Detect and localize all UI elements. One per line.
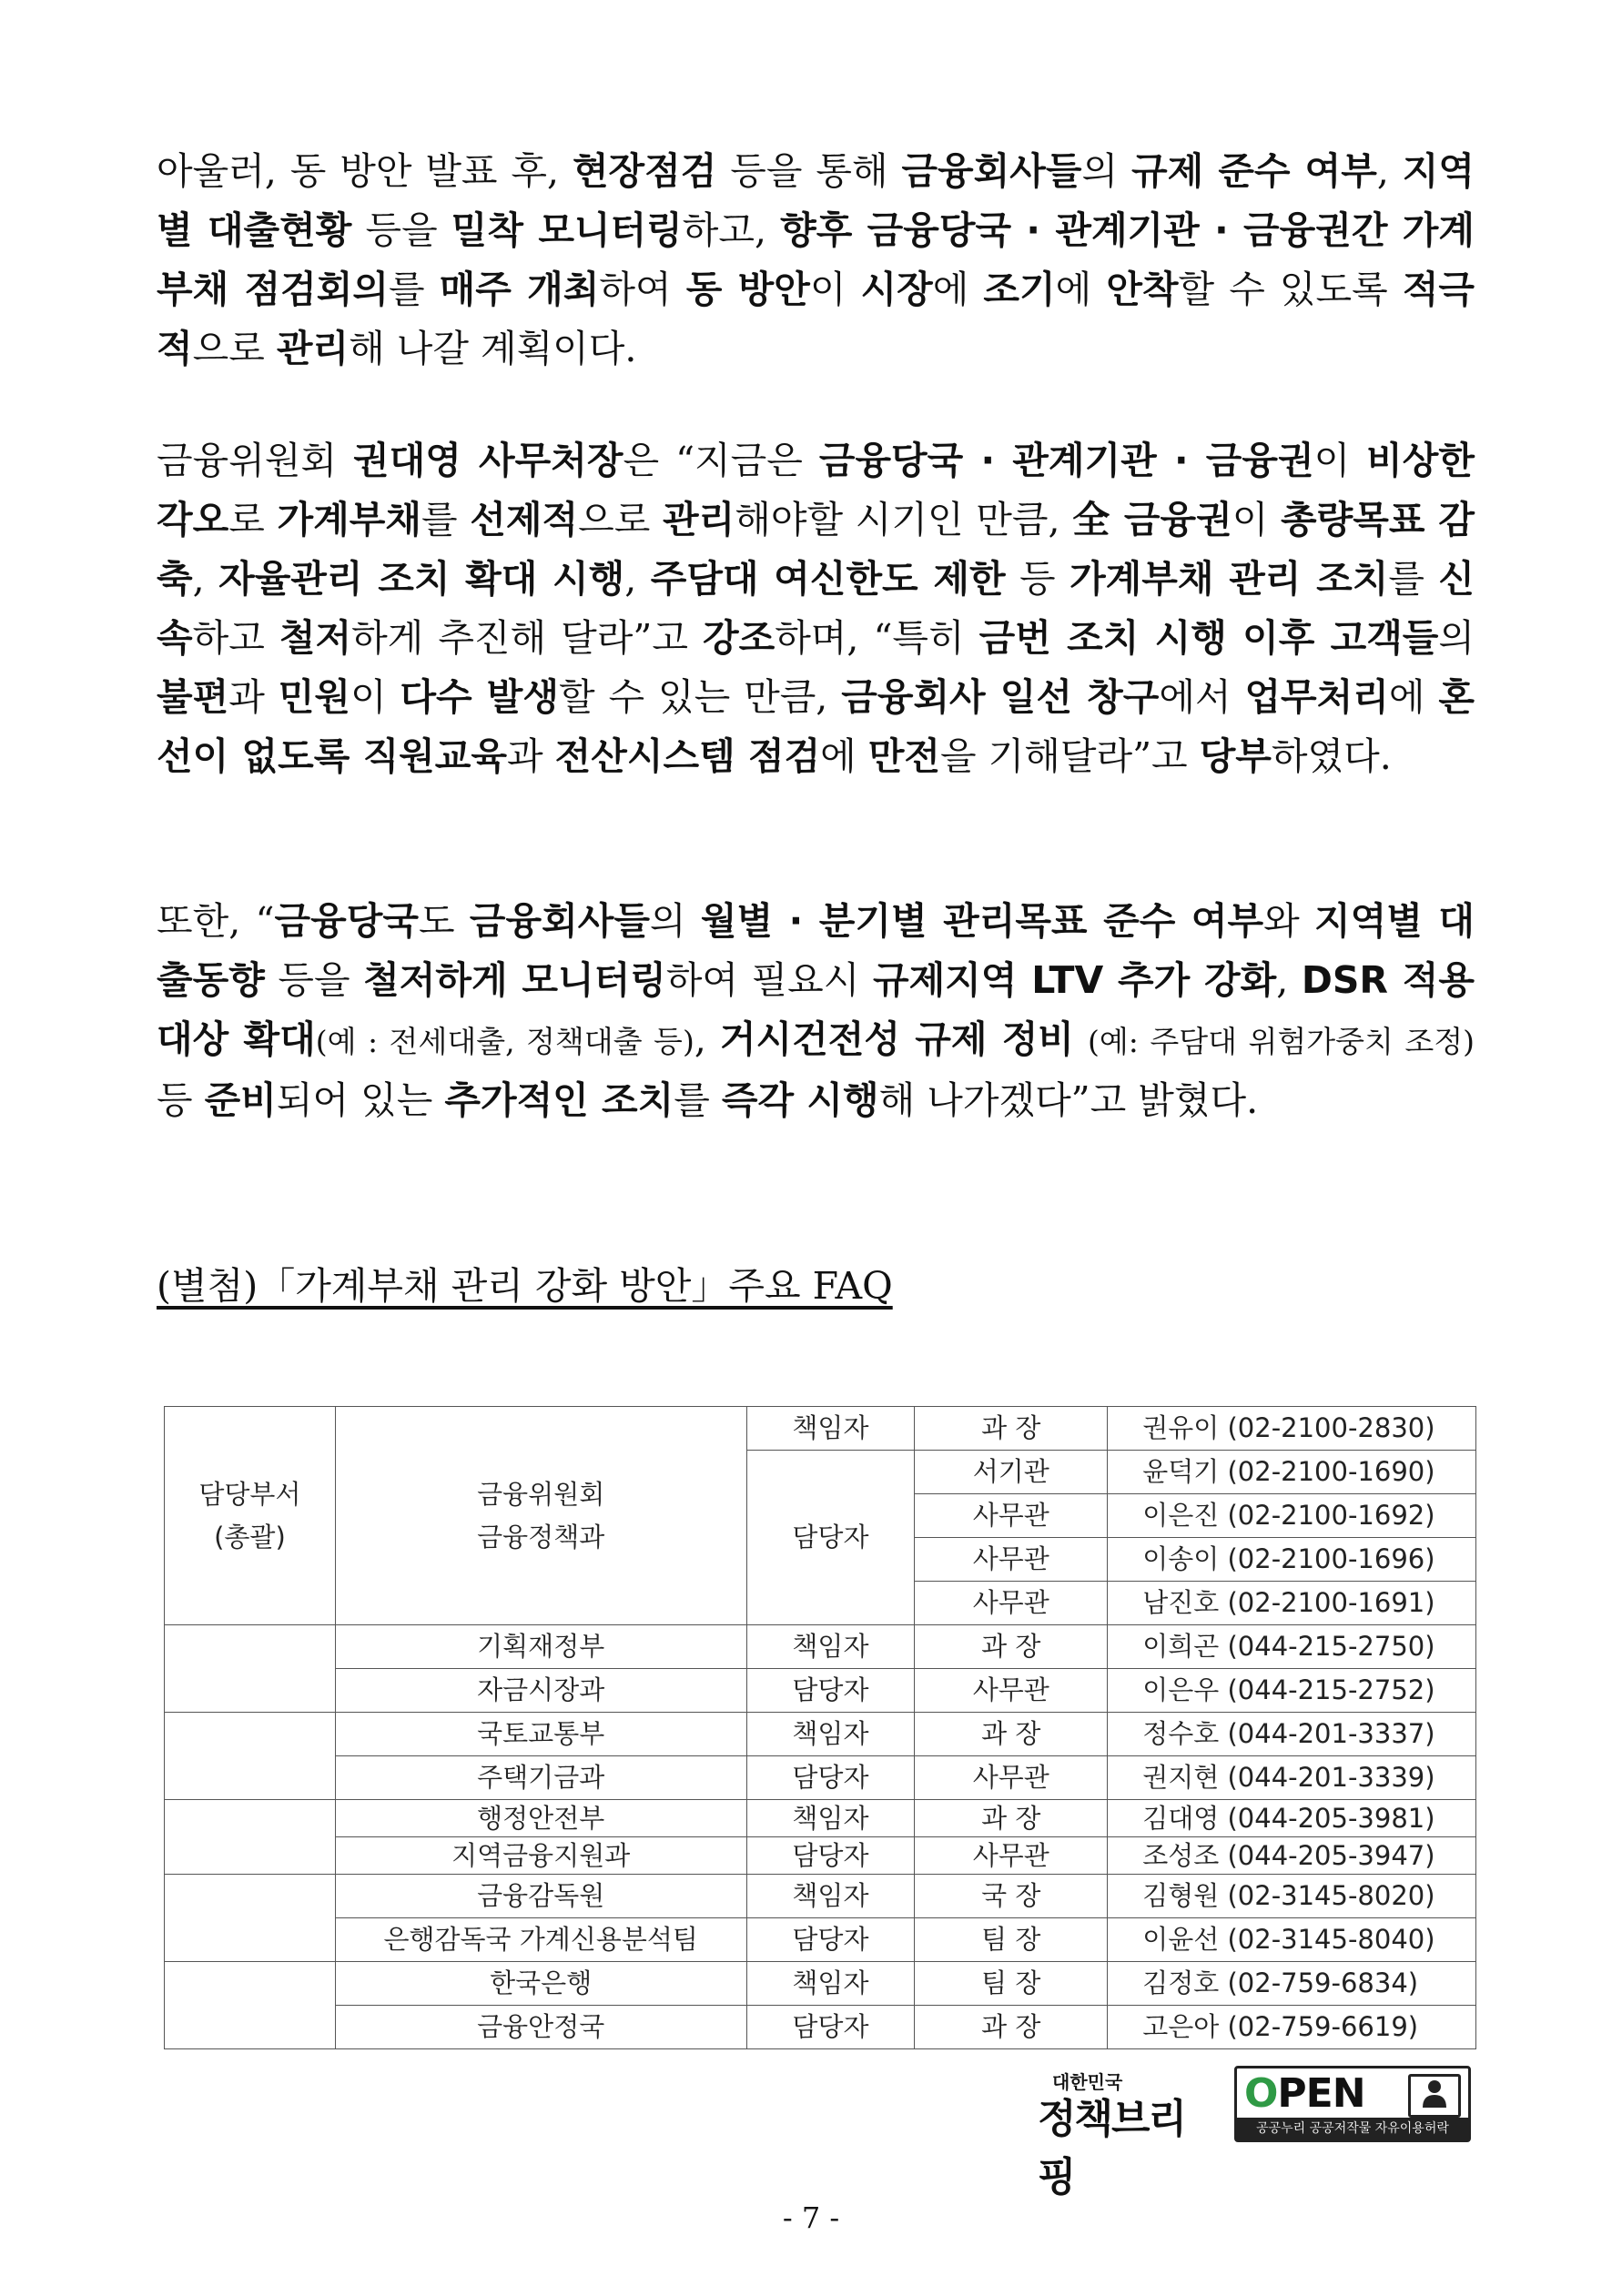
dept-name: 지역금융지원과 xyxy=(335,1837,746,1875)
text-run: 해야할 시기인 만큼, xyxy=(735,498,1073,541)
org-name: 국토교통부 xyxy=(335,1713,746,1756)
title-cell: 과 장 xyxy=(915,1800,1108,1837)
bold-phrase: 선제적 xyxy=(470,498,579,541)
contact-cell: 김대영 (044-205-3981) xyxy=(1108,1800,1476,1837)
paragraph-monitoring xyxy=(157,142,1475,379)
bold-phrase: 권대영 사무처장 xyxy=(353,439,623,482)
role-cell: 담당자 xyxy=(746,2006,915,2049)
contact-cell: 김정호 (02-759-6834) xyxy=(1108,1962,1476,2006)
role-cell: 책임자 xyxy=(746,1800,915,1837)
text-run: 이 xyxy=(350,675,400,719)
dept-name: 금융안정국 xyxy=(335,2006,746,2049)
text-run: , xyxy=(192,557,219,601)
bold-phrase: 관리 xyxy=(663,498,735,541)
contact-cell: 이희곤 (044-215-2750) xyxy=(1108,1625,1476,1669)
role-cell: 책임자 xyxy=(746,1875,915,1918)
text-run: 하였다. xyxy=(1271,734,1392,778)
role-cell: 담당자 xyxy=(746,1918,915,1962)
contact-cell: 이윤선 (02-3145-8040) xyxy=(1108,1918,1476,1962)
role-cell: 담당자 xyxy=(746,1756,915,1800)
title-cell: 사무관 xyxy=(915,1538,1108,1582)
role-cell: 담당자 xyxy=(746,1837,915,1875)
text-run: 아울러, 동 방안 발표 후, xyxy=(157,149,573,193)
text-run: 에 xyxy=(932,268,984,311)
bold-phrase: 향후 금융당국 · 관계기관 · 금융권간 가계부채 점검회의 xyxy=(157,208,1475,311)
text-run: 이 xyxy=(1232,498,1282,541)
contact-cell: 윤덕기 (02-2100-1690) xyxy=(1108,1451,1476,1494)
open-logo-text xyxy=(1244,2070,1365,2117)
empty-cell xyxy=(165,1800,336,1875)
bold-phrase: 다수 발생 xyxy=(400,675,559,719)
text-run: 금융위원회 xyxy=(157,439,354,482)
paragraph-additional-measures xyxy=(157,892,1475,1130)
bold-phrase: 매주 개최 xyxy=(439,268,600,311)
text-run: 의 xyxy=(1081,149,1131,193)
bold-phrase: 지역별 대출현황 xyxy=(157,149,1475,252)
briefing-logo-text: 정책브리핑 xyxy=(1038,2096,1186,2200)
briefing-logo-small: 대한민국 xyxy=(1052,2071,1123,2093)
bold-phrase: 조기 xyxy=(983,268,1056,311)
role-cell: 담당자 xyxy=(746,1669,915,1713)
dept-name: 주택기금과 xyxy=(335,1756,746,1800)
title-cell: 사무관 xyxy=(915,1669,1108,1713)
bold-phrase: 불편 xyxy=(157,675,229,719)
dept-name: 자금시장과 xyxy=(335,1669,746,1713)
text-run: 와 xyxy=(1263,899,1315,943)
text-run: 으로 xyxy=(192,327,277,370)
contact-cell: 고은아 (02-759-6619) xyxy=(1108,2006,1476,2049)
text-run: 해 나가겠다”고 밝혔다. xyxy=(878,1078,1259,1122)
empty-cell xyxy=(165,1625,336,1713)
title-cell: 과 장 xyxy=(915,1713,1108,1756)
bold-phrase: 금융회사들 xyxy=(469,899,650,943)
bold-phrase: 금융당국 xyxy=(274,899,419,943)
text-run: , xyxy=(1276,958,1302,1002)
role-cell: 책임자 xyxy=(746,1713,915,1756)
empty-cell xyxy=(165,1713,336,1800)
bold-phrase: 주담대 여신한도 제한 xyxy=(650,557,1006,601)
title-cell: 과 장 xyxy=(915,1407,1108,1451)
bold-phrase: 현장점검 xyxy=(572,149,717,193)
kogl-open-logo xyxy=(1234,2066,1471,2142)
contact-cell: 이은진 (02-2100-1692) xyxy=(1108,1494,1476,1538)
bold-phrase: 추가적인 조치 xyxy=(444,1078,674,1122)
bold-phrase: 혼선이 없도록 직원교육 xyxy=(157,675,1475,778)
role-cell: 책임자 xyxy=(746,1962,915,2006)
dept-name: 금융정책과 xyxy=(477,1521,605,1553)
contact-cell: 이송이 (02-2100-1696) xyxy=(1108,1538,1476,1582)
title-cell: 사무관 xyxy=(915,1494,1108,1538)
bold-phrase: 월별 · 분기별 관리목표 준수 여부 xyxy=(700,899,1264,943)
footer-logos xyxy=(1038,2064,1475,2200)
text-run: 또한, “ xyxy=(157,899,275,943)
bold-phrase: 지역별 대출동향 xyxy=(157,899,1475,1002)
contact-cell: 정수호 (044-201-3337) xyxy=(1108,1713,1476,1756)
open-logo-bar xyxy=(1237,2118,1468,2139)
person-icon xyxy=(1411,2077,1458,2115)
open-logo-pen: PEN xyxy=(1277,2070,1365,2117)
bold-phrase: 밀착 모니터링 xyxy=(451,208,683,252)
text-run: , xyxy=(694,1017,720,1061)
bold-phrase: 총량목표 감축 xyxy=(157,498,1475,601)
contact-cell: 김형원 (02-3145-8020) xyxy=(1108,1875,1476,1918)
text-run: 등을 xyxy=(351,208,451,252)
contact-cell: 권유이 (02-2100-2830) xyxy=(1108,1407,1476,1451)
role-cell: 책임자 xyxy=(746,1407,915,1451)
bold-phrase: 민원 xyxy=(278,675,350,719)
title-cell: 과 장 xyxy=(915,2006,1108,2049)
text-run: 등을 통해 xyxy=(716,149,902,193)
bold-phrase: 동 방안 xyxy=(685,268,810,311)
page-number: - 7 - xyxy=(782,2200,840,2235)
text-run: 도 xyxy=(418,899,470,943)
text-run: 에 xyxy=(1055,268,1107,311)
text-run: 되어 있는 xyxy=(276,1078,445,1122)
text-run: 이 xyxy=(809,268,861,311)
bold-phrase: 금융당국 · 관계기관 · 금융권 xyxy=(818,439,1314,482)
contact-cell: 권지현 (044-201-3339) xyxy=(1108,1756,1476,1800)
contact-table xyxy=(164,1406,1476,2049)
text-run: 은 “지금은 xyxy=(623,439,819,482)
empty-cell xyxy=(165,1962,336,2049)
text-run: 할 수 있도록 xyxy=(1178,268,1403,311)
title-cell: 팀 장 xyxy=(915,1918,1108,1962)
contact-cell: 이은우 (044-215-2752) xyxy=(1108,1669,1476,1713)
bold-phrase: 금융회사들 xyxy=(901,149,1082,193)
text-run: 를 xyxy=(1388,557,1439,601)
text-run: 과 xyxy=(228,675,279,719)
bold-phrase: 적극적 xyxy=(157,268,1475,370)
text-run: 하여 필요시 xyxy=(665,958,873,1002)
bold-phrase: 당부 xyxy=(1199,734,1272,778)
paragraph-secretary-remarks xyxy=(157,431,1475,786)
bold-phrase: 시장 xyxy=(860,268,933,311)
text-run: 하고 xyxy=(192,616,279,660)
bold-phrase: 금번 조치 시행 이후 고객들 xyxy=(978,616,1439,660)
bold-phrase: 전산시스템 점검 xyxy=(554,734,821,778)
bold-phrase: 비상한 각오 xyxy=(157,439,1475,541)
bold-phrase: 강조 xyxy=(702,616,776,660)
text-run: 하게 추진해 달라”고 xyxy=(351,616,703,660)
attribution-person-icon xyxy=(1408,2074,1461,2118)
text-run: 등 xyxy=(1005,557,1070,601)
attachment-title: (별첨)「가계부채 관리 강화 방안」주요 FAQ xyxy=(157,1264,893,1308)
text-run: 를 xyxy=(388,268,440,311)
org-name: 금융위원회 xyxy=(477,1478,605,1510)
bold-phrase: 거시건전성 규제 정비 xyxy=(719,1017,1074,1061)
bold-phrase: 안착 xyxy=(1106,268,1179,311)
text-run: 하며, “특히 xyxy=(775,616,979,660)
bold-phrase: 관리 xyxy=(276,327,350,370)
bold-phrase: DSR 적용대상 확대 xyxy=(157,958,1475,1061)
text-run: 할 수 있는 만큼, xyxy=(559,675,842,719)
policy-briefing-logo xyxy=(1038,2068,1220,2200)
title-cell: 서기관 xyxy=(915,1451,1108,1494)
text-run: 의 xyxy=(1438,616,1475,660)
title-cell: 사무관 xyxy=(915,1582,1108,1625)
title-cell: 과 장 xyxy=(915,1625,1108,1669)
contact-cell: 조성조 (044-205-3947) xyxy=(1108,1837,1476,1875)
bold-phrase: 자율관리 조치 확대 시행 xyxy=(218,557,625,601)
org-name: 한국은행 xyxy=(335,1962,746,2006)
text-run: 과 xyxy=(507,734,555,778)
small-note: (예 : 전세대출, 정책대출 등) xyxy=(315,1024,694,1059)
text-run: 이 xyxy=(1313,439,1367,482)
empty-cell xyxy=(165,1875,336,1962)
text-run: 으로 xyxy=(578,498,664,541)
bold-phrase: 금융회사 일선 창구 xyxy=(841,675,1160,719)
dept-name: 은행감독국 가계신용분석팀 xyxy=(335,1918,746,1962)
open-logo-o: O xyxy=(1244,2070,1278,2117)
text-run: 하고, xyxy=(682,208,781,252)
text-run: 을 기해달라”고 xyxy=(940,734,1200,778)
bold-phrase: 만전 xyxy=(867,734,941,778)
org-name: 행정안전부 xyxy=(335,1800,746,1837)
role-cell: 책임자 xyxy=(746,1625,915,1669)
bold-phrase: 규제지역 LTV 추가 강화 xyxy=(872,958,1277,1002)
text-run xyxy=(1074,1017,1088,1061)
bold-phrase: 즉각 시행 xyxy=(721,1078,879,1122)
text-run: 등을 xyxy=(264,958,364,1002)
contact-cell: 남진호 (02-2100-1691) xyxy=(1108,1582,1476,1625)
bold-phrase: 가계부채 xyxy=(277,498,421,541)
text-run: 를 xyxy=(674,1078,722,1122)
bold-phrase: 규제 준수 여부 xyxy=(1130,149,1377,193)
bold-phrase: 철저하게 모니터링 xyxy=(363,958,666,1002)
bold-phrase: 신속 xyxy=(157,557,1475,660)
text-run: 의 xyxy=(649,899,701,943)
lead-dept-sub: (총괄) xyxy=(214,1521,286,1553)
lead-dept-cell xyxy=(165,1407,336,1625)
lead-dept-label: 담당부서 xyxy=(198,1478,301,1510)
org-name: 금융감독원 xyxy=(335,1875,746,1918)
text-run: 에 xyxy=(820,734,868,778)
bold-phrase: 全 금융권 xyxy=(1072,498,1232,541)
text-run: 에 xyxy=(1388,675,1439,719)
role-cell: 담당자 xyxy=(746,1451,915,1625)
text-run: 해 나갈 계획이다. xyxy=(349,327,637,370)
fsc-org-cell xyxy=(335,1407,746,1625)
title-cell: 사무관 xyxy=(915,1837,1108,1875)
text-run: , xyxy=(1376,149,1403,193)
bold-phrase: 가계부채 관리 조치 xyxy=(1070,557,1389,601)
open-bar-text: 공공누리 공공저작물 자유이용허락 xyxy=(1256,2121,1449,2136)
title-cell: 국 장 xyxy=(915,1875,1108,1918)
title-cell: 팀 장 xyxy=(915,1962,1108,2006)
bold-phrase: 준비 xyxy=(204,1078,277,1122)
text-run: , xyxy=(624,557,651,601)
text-run: 에서 xyxy=(1159,675,1245,719)
text-run: 로 xyxy=(228,498,278,541)
bold-phrase: 철저 xyxy=(279,616,352,660)
text-run: 하여 xyxy=(599,268,686,311)
small-note: (예: 주담대 위험가중치 조정) xyxy=(1087,1024,1475,1059)
text-run: 를 xyxy=(421,498,471,541)
bold-phrase: 업무처리 xyxy=(1244,675,1389,719)
text-run: 등 xyxy=(157,1078,205,1122)
title-cell: 사무관 xyxy=(915,1756,1108,1800)
org-name: 기획재정부 xyxy=(335,1625,746,1669)
